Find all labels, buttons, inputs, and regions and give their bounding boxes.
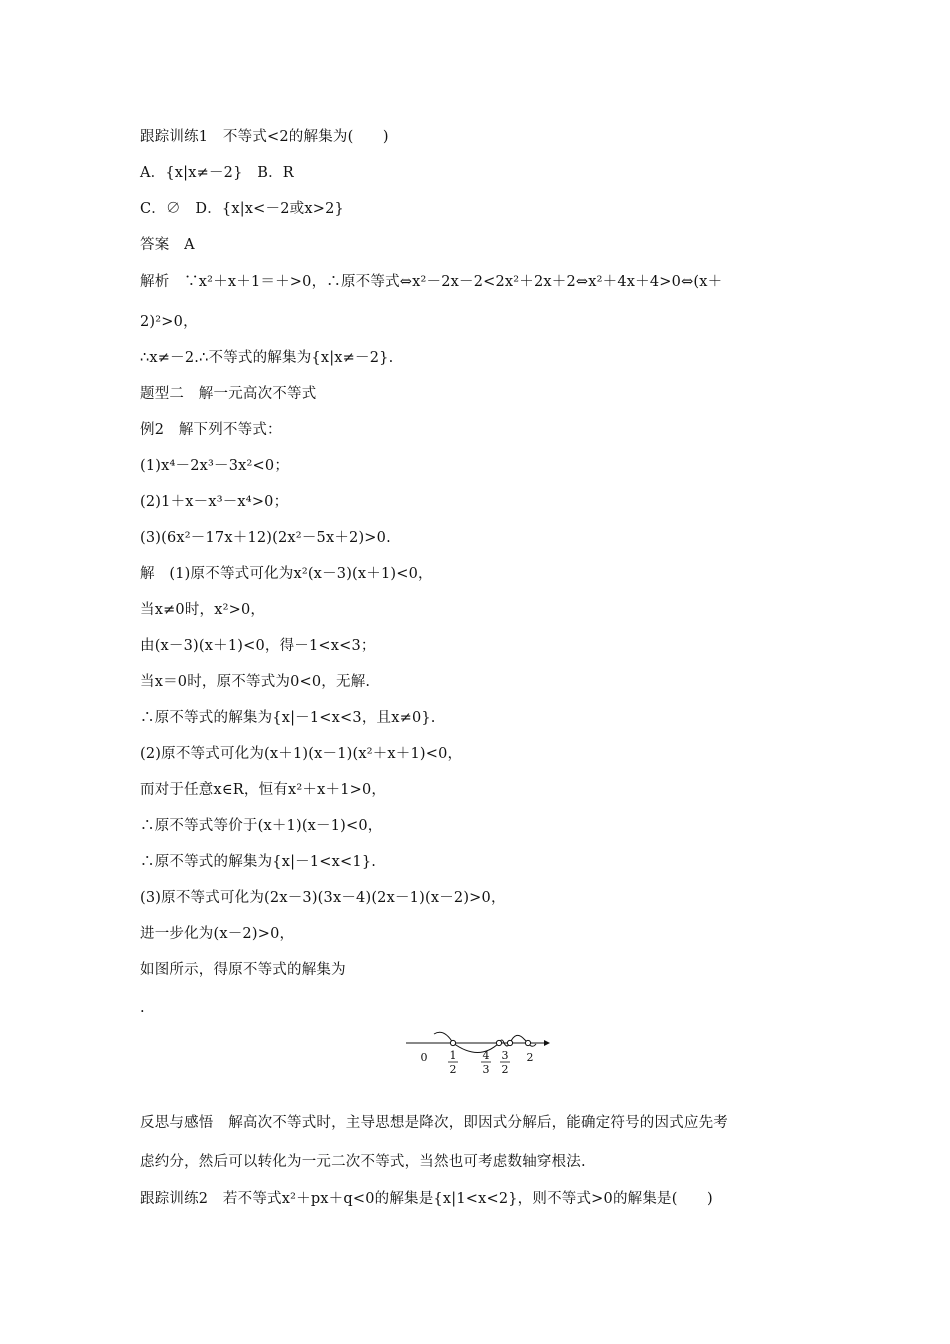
- example-2-title: 例2 解下列不等式：: [140, 422, 282, 438]
- axis-arrow-icon: [544, 1040, 550, 1046]
- solution-2-step-3: ∴原不等式等价于(x＋1)(x－1)<0，: [140, 818, 383, 834]
- number-line-svg: [404, 1030, 554, 1080]
- exercise-1-options-ab: A．{x|x≠－2} B．R: [140, 165, 294, 181]
- solution-2-conclusion: ∴原不等式的解集为{x|－1<x<1}.: [140, 854, 377, 870]
- exercise-1-question: 跟踪训练1 不等式<2的解集为( ): [140, 129, 389, 145]
- tick-label-three-halves-denominator: 2: [501, 1063, 509, 1076]
- root-point-four-thirds: [496, 1040, 501, 1045]
- solution-2-step-2: 而对于任意x∈R，恒有x²＋x＋1>0，: [140, 782, 387, 798]
- example-2-item-2: (2)1＋x－x³－x⁴>0；: [140, 494, 289, 510]
- tick-label-two: 2: [526, 1051, 534, 1064]
- tick-label-half-denominator: 2: [449, 1063, 457, 1076]
- exercise-2-question: 跟踪训练2 若不等式x²＋px＋q<0的解集是{x|1<x<2}，则不等式>0的解集是( ): [140, 1191, 713, 1207]
- solution-3-result-placeholder: .: [140, 1000, 145, 1016]
- solution-1-step-4: 当x＝0时，原不等式为0<0，无解.: [140, 674, 371, 690]
- solution-3-step-1: (3)原不等式可化为(2x－3)(3x－4)(2x－1)(x－2)>0，: [140, 890, 506, 906]
- exercise-1-options-cd: C．∅ D．{x|x<－2或x>2}: [140, 201, 344, 217]
- solution-3-step-2: 进一步化为(x－2)>0，: [140, 926, 295, 942]
- tick-label-half-numerator: 1: [449, 1049, 457, 1062]
- tick-label-zero: 0: [420, 1051, 428, 1064]
- solution-1-conclusion: ∴原不等式的解集为{x|－1<x<3，且x≠0}.: [140, 710, 436, 726]
- root-point-one-half: [450, 1040, 455, 1045]
- exercise-1-analysis-line-1: 解析 ∵x²＋x＋1＝＋>0，∴原不等式⇔x²－2x－2<2x²＋2x＋2⇔x²＋4x＋4>0⇔(x＋: [140, 274, 723, 290]
- solution-1-step-2: 当x≠0时，x²>0，: [140, 602, 266, 618]
- example-2-item-3: (3)(6x²－17x＋12)(2x²－5x＋2)>0.: [140, 530, 391, 546]
- root-point-two: [525, 1040, 530, 1045]
- number-line-root-figure: [404, 1030, 554, 1080]
- reflection-line-1: 反思与感悟 解高次不等式时，主导思想是降次，即因式分解后，能确定符号的因式应先考: [140, 1115, 728, 1131]
- solution-1-step-1: 解 (1)原不等式可化为x²(x－3)(x＋1)<0，: [140, 566, 433, 582]
- solution-1-step-3: 由(x－3)(x＋1)<0，得－1<x<3；: [140, 638, 376, 654]
- example-2-item-1: (1)x⁴－2x³－3x²<0；: [140, 458, 290, 474]
- exercise-1-analysis-conclusion: ∴x≠－2.∴不等式的解集为{x|x≠－2}.: [140, 350, 394, 366]
- section-heading-type-2: 题型二 解一元高次不等式: [140, 386, 317, 402]
- solution-2-step-1: (2)原不等式可化为(x＋1)(x－1)(x²＋x＋1)<0，: [140, 746, 463, 762]
- exercise-1-analysis-line-2: 2)²>0，: [140, 314, 198, 330]
- reflection-line-2: 虑约分，然后可以转化为一元二次不等式，当然也可考虑数轴穿根法.: [140, 1154, 586, 1170]
- document-page: [140, 0, 820, 1344]
- tick-label-four-thirds-denominator: 3: [482, 1063, 490, 1076]
- solution-3-step-3: 如图所示，得原不等式的解集为: [140, 962, 346, 978]
- tick-label-four-thirds-numerator: 4: [482, 1049, 490, 1062]
- root-point-three-halves: [507, 1040, 512, 1045]
- exercise-1-answer: 答案 A: [140, 237, 195, 253]
- tick-label-three-halves-numerator: 3: [501, 1049, 509, 1062]
